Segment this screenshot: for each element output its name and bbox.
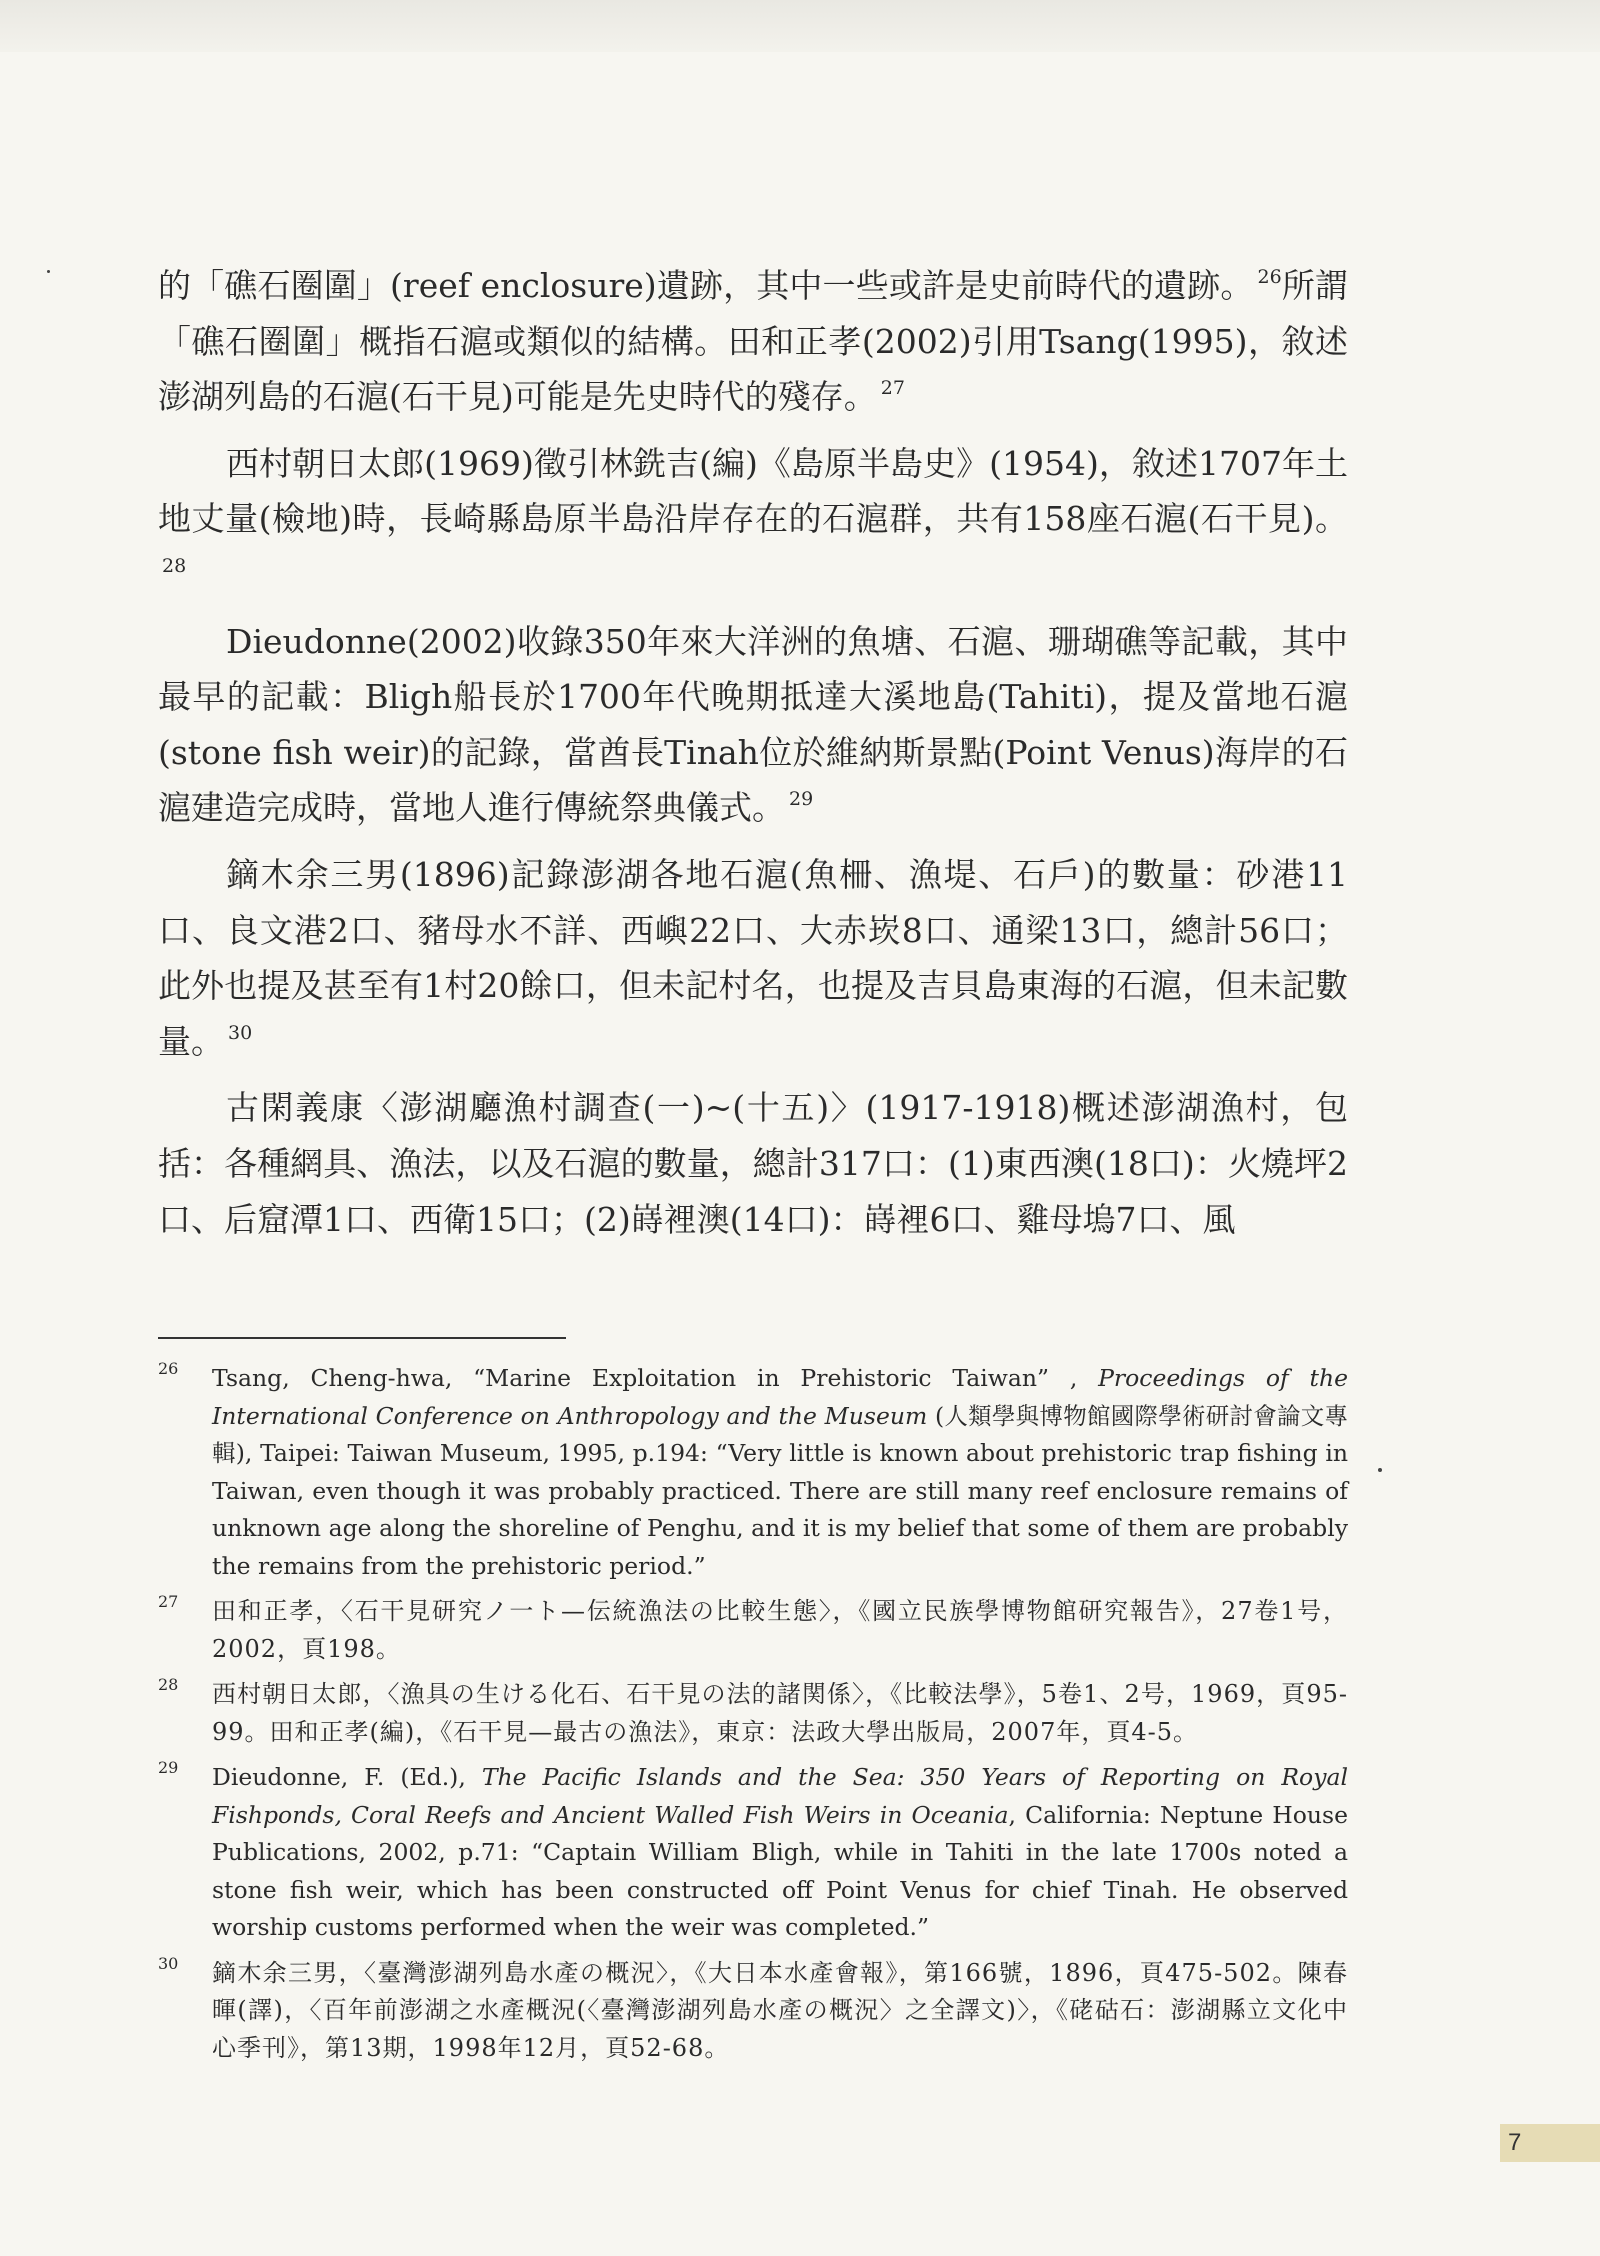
footnote: 30 鏑木余三男，〈臺灣澎湖列島水產の概況〉，《大日本水產會報》，第166號，1896，頁475-502。陳春暉(譯)，〈百年前澎湖之水產概況(〈臺灣澎湖列島水產の概況〉之全譯文)〉，《硓𥑮石：澎湖縣立文化中心季刊》，第13期，1998年12月，頁52-68。 [158,1953,1348,2062]
footnotes [158,1360,1348,2075]
footnote-number: 30 [158,1953,179,1973]
footnote-ref[interactable]: 27 [880,377,905,400]
footnote-ref[interactable]: 29 [789,788,814,811]
paragraph: 鏑木余三男(1896)記錄澎湖各地石滬(魚柵、漁堤、石戶)的數量：砂港11口、良文港2口、豬母水不詳、西嶼22口、大赤崁8口、通梁13口，總計56口；此外也提及甚至有1村20餘口，但未記村名，也提及吉貝島東海的石滬，但未記數量。 $^{30}$ [158,854,1348,1061]
paragraph: 西村朝日太郎(1969)徵引林銑吉(編)《島原半島史》(1954)，敘述1707年土地丈量(檢地)時，長崎縣島原半島沿岸存在的石滬群，共有158座石滬(石干見)。$^{28}$ [158,443,1348,577]
paragraph: 的「礁石圈圍」(reef enclosure)遺跡，其中一些或許是史前時代的遺跡。 $^{26}$所謂「礁石圈圍」概指石滬或類似的結構。田和正孝(2002)引用Tsang(1995)，敘述澎湖列島的石滬(石干見)可能是先史時代的殘存。 $^{27}$ [158,266,1349,417]
page-number: 7 [1500,2124,1600,2162]
footnote-ref[interactable]: 28 [162,554,187,577]
footnote-ref[interactable]: 30 [228,1021,253,1044]
footnote-ref[interactable]: 26 [1257,266,1282,288]
footnote-separator [158,1337,566,1339]
footnote-number: 27 [158,1592,179,1611]
footnote-number: 26 [158,1359,179,1378]
footnote: 28 西村朝日太郎，〈漁具の生ける化石、石干見の法的諸関係〉，《比較法學》，5卷1、2号，1969，頁95-99。田和正孝(編)，《石干見—最古の漁法》，東京：法政大學出版局，2007年，頁4-5。 [158,1675,1348,1746]
footnote: 26 Tsang, Cheng-hwa, “Marine Exploitation in Prehistoric Taiwan” , Proceedings of the International Conference on Anthropology and the Museum (人類學與博物館國際學術研討會論文專輯), Taipei: Taiwan Museum, 1995, p.194: “Very little is known about prehistoric trap fishing in Taiwan, even though it was probably practiced. There are still many reef enclosure remains of unknown age along the shoreline of Penghu, and it is my belief that some of them are probably the remains from the prehistoric period.” [158,1359,1348,1580]
footnote-number: 29 [158,1758,179,1777]
footnote-number: 28 [158,1675,179,1694]
paragraph: Dieudonne(2002)收錄350年來大洋洲的魚塘、石滬、珊瑚礁等記載，其中最早的記載：Bligh船長於1700年代晚期抵達大溪地島(Tahiti)，提及當地石滬(stone fish weir)的記錄，當酋長Tinah位於維納斯景點(Point Venus)海岸的石滬建造完成時，當地人進行傳統祭典儀式。 $^{29}$ [158,621,1348,828]
scan-speck [47,270,50,273]
footnote: 27 田和正孝，〈石干見研究ノ一ト—伝統漁法の比較生態〉，《國立民族學博物館研究報告》，27卷1号，2002，頁198。 [158,1592,1348,1663]
paragraph: 古閑義康〈澎湖廳漁村調查(一)~(十五)〉(1917-1918)概述澎湖漁村，包括：各種網具、漁法，以及石滬的數量，總計317口：(1)東西澳(18口)：火燒坪2口、后窟潭1口、西衛15口；(2)嵵裡澳(14口)：嵵裡6口、雞母塢7口、風 [158,1088,1348,1239]
body-text [158,258,1348,1258]
scan-speck [1378,1468,1382,1472]
footnote: 29 Dieudonne, F. (Ed.), The Pacific Islands and the Sea: 350 Years of Reporting on Royal Fishponds, Coral Reefs and Ancient Walled Fish Weirs in Oceania, California: Neptune House Publications, 2002, p.71: “Captain William Bligh, while in Tahiti in the late 1700s noted a stone fish weir, which has been constructed off Point Venus for chief Tinah. He observed worship customs performed when the weir was completed.” [158,1758,1348,1941]
